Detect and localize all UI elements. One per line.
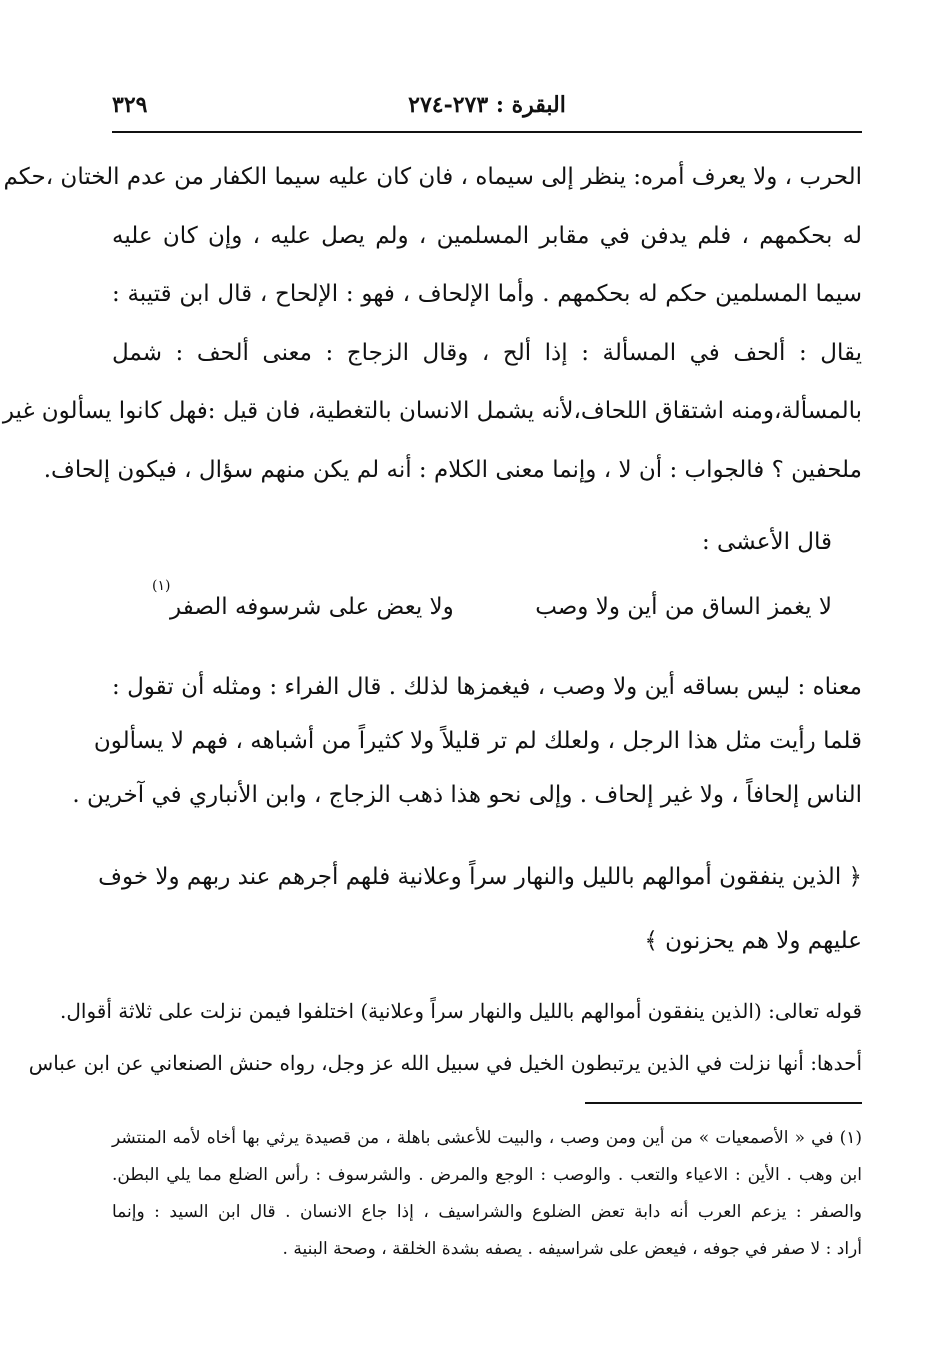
text-line: قوله تعالى: (الذين ينفقون أموالهم بالليل والنهار سراً وعلانية) اختلفوا فيمن نزلت على ثلاثة أقوال. <box>60 999 862 1023</box>
footnote-line: ابن وهب . الأين : الاعياء والتعب . والوصب : الوجع والمرض . والشرسوف : رأس الضلع مما يلي البطن. <box>112 1165 862 1185</box>
page-header <box>112 92 862 128</box>
text-line: بالمسألة،ومنه اشتقاق اللحاف،لأنه يشمل الانسان بالتغطية، فان قيل :فهل كانوا يسألون غير <box>2 398 862 424</box>
text-line: قلما رأيت مثل هذا الرجل ، ولعلك لم تر قليلاً ولا كثيراً من أشباهه ، فهم لا يسألون <box>93 728 862 754</box>
running-title: البقرة : ٢٧٣-٢٧٤ <box>408 92 566 118</box>
body-paragraph <box>2 148 862 499</box>
commentary-paragraph <box>72 660 862 822</box>
quran-verse <box>98 845 862 973</box>
poem-hemistich-first: لا يغمز الساق من أين ولا وصب <box>535 594 832 620</box>
tafsir-paragraph <box>28 985 862 1089</box>
text-line: أحدها: أنها نزلت في الذين يرتبطون الخيل في سبيل الله عز وجل، رواه حنش الصنعاني عن ابن عباس <box>28 1051 862 1075</box>
footnote-line: والصفر : يزعم العرب أنه دابة تعض الضلوع والشراسيف ، إذا جاع الانسان . قال ابن السيد : وإنما <box>112 1202 862 1222</box>
text-line: سيما المسلمين حكم له بحكمهم . وأما الإلحاف ، فهو : الإلحاح ، قال ابن قتيبة : <box>112 281 862 307</box>
footnote-separator <box>585 1102 862 1104</box>
poem-hemistich-second: ولا يعض على شرسوفه الصفر <box>170 594 454 620</box>
footnotes <box>112 1120 862 1268</box>
text-line: له بحكمهم ، فلم يدفن في مقابر المسلمين ، ولم يصل عليه ، وإن كان عليه <box>112 222 862 249</box>
poem-intro: قال الأعشى : <box>701 529 832 555</box>
header-rule <box>112 131 862 133</box>
text-line: الحرب ، ولا يعرف أمره: ينظر إلى سيماه ، فان كان عليه سيما الكفار من عدم الختان ،حكم <box>3 164 862 190</box>
text-line: معناه : ليس بساقه أين ولا وصب ، فيغمزها لذلك . قال الفراء : ومثله أن تقول : <box>112 674 862 700</box>
text-line: ملحفين ؟ فالجواب : أن لا ، وإنما معنى الكلام : أنه لم يكن منهم سؤال ، فيكون إلحاف. <box>43 456 862 483</box>
text-line: ﴿ الذين ينفقون أموالهم بالليل والنهار سراً وعلانية فلهم أجرهم عند ربهم ولا خوف <box>98 864 862 890</box>
text-line: يقال : ألحف في المسألة : إذا ألح ، وقال الزجاج : معنى ألحف : شمل <box>112 339 862 366</box>
page-number: ٣٢٩ <box>112 92 148 118</box>
footnote-line: أراد : لا صفر في جوفه ، فيعض على شراسيفه . يصفه بشدة الخلقة ، وصحة البنية . <box>282 1239 862 1259</box>
text-line: عليهم ولا هم يحزنون ﴾ <box>644 928 862 954</box>
footnote-reference: (١) <box>152 578 171 594</box>
footnote-line: (١) في « الأصمعيات » من أين ومن وصب ، والبيت للأعشى باهلة ، من قصيدة يرثي بها أخاه لأمه المنتشر <box>112 1128 862 1148</box>
text-line: الناس إلحافاً ، ولا غير إلحاف . وإلى نحو هذا ذهب الزجاج ، وابن الأنباري في آخرين . <box>72 782 862 808</box>
